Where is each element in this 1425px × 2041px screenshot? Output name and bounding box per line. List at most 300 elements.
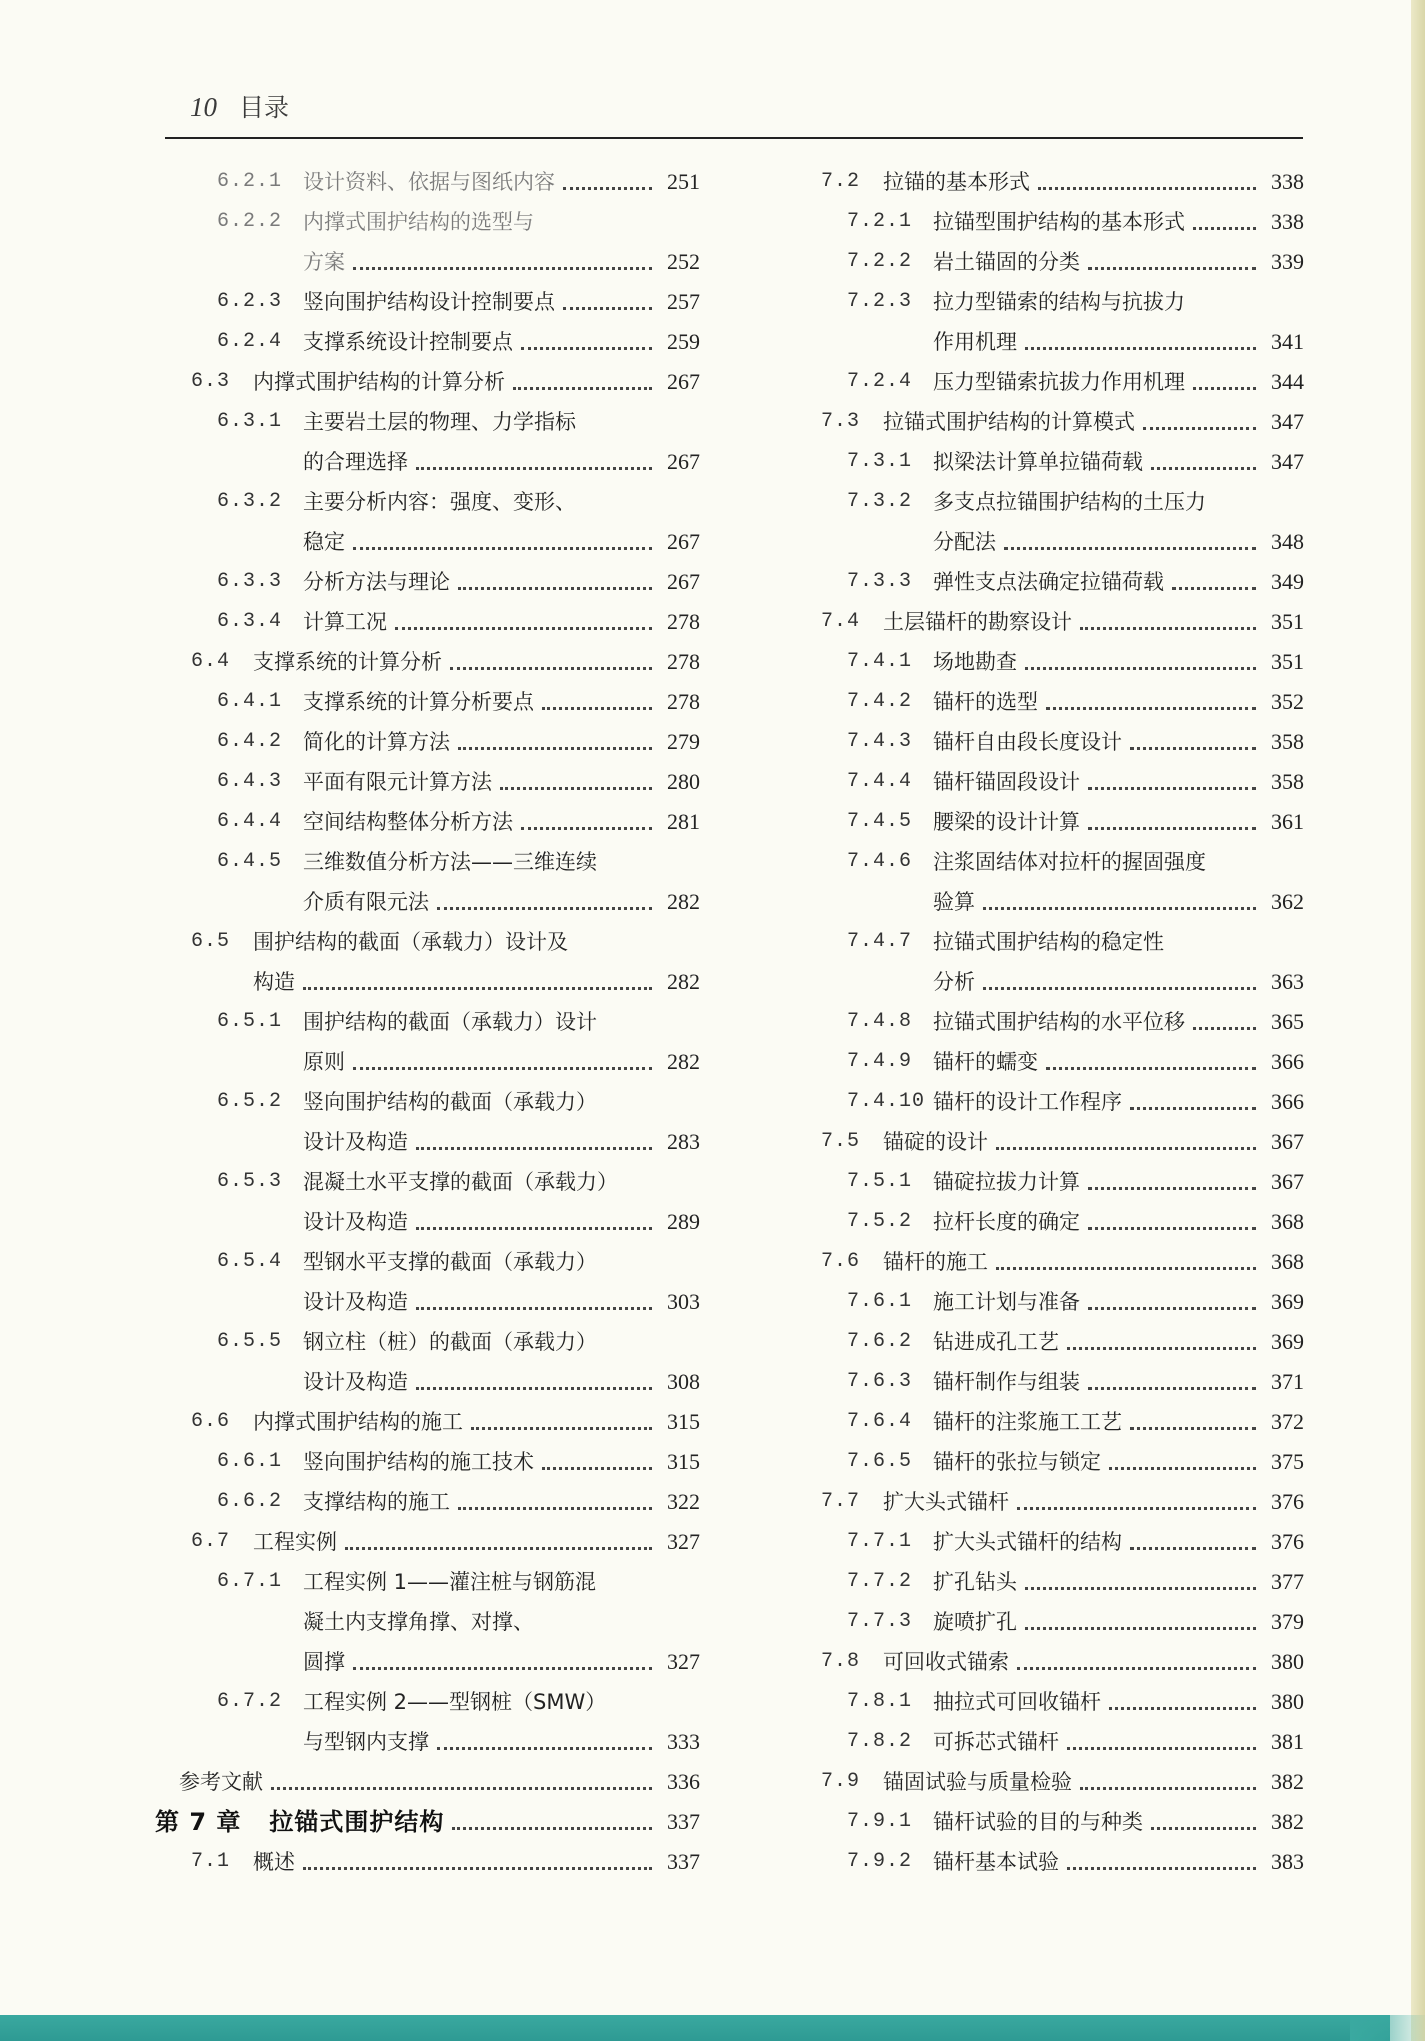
section-number: 6.6 bbox=[191, 1410, 231, 1433]
toc-entry[interactable] bbox=[155, 762, 700, 802]
dot-leader bbox=[1172, 587, 1256, 590]
toc-entry[interactable] bbox=[785, 1122, 1304, 1162]
dot-leader bbox=[458, 747, 652, 750]
toc-entry[interactable] bbox=[155, 1162, 700, 1202]
page-ref: 358 bbox=[1271, 769, 1304, 794]
entry-title: 稳定 bbox=[303, 530, 345, 554]
page-ref: 327 bbox=[667, 1529, 700, 1554]
page-ref: 282 bbox=[667, 1049, 700, 1074]
entry-title: 作用机理 bbox=[933, 330, 1017, 354]
toc-entry[interactable] bbox=[155, 842, 700, 882]
toc-entry[interactable] bbox=[155, 962, 700, 1002]
entry-title: 设计及构造 bbox=[303, 1370, 408, 1394]
page-ref: 379 bbox=[1271, 1609, 1304, 1634]
toc-entry[interactable] bbox=[785, 1242, 1304, 1282]
page-ref: 347 bbox=[1271, 409, 1304, 434]
entry-title: 分析方法与理论 bbox=[303, 570, 450, 594]
toc-entry[interactable] bbox=[155, 1362, 700, 1402]
entry-title: 拟梁法计算单拉锚荷载 bbox=[933, 450, 1143, 474]
page-ref: 351 bbox=[1271, 609, 1304, 634]
page-ref: 257 bbox=[667, 289, 700, 314]
section-number: 7.3.2 bbox=[847, 490, 913, 513]
section-number: 6.4.4 bbox=[217, 810, 283, 833]
toc-entry[interactable] bbox=[155, 442, 700, 482]
toc-entry[interactable] bbox=[785, 1682, 1304, 1722]
entry-title: 锚杆的施工 bbox=[883, 1250, 988, 1274]
dot-leader bbox=[542, 707, 652, 710]
entry-title: 空间结构整体分析方法 bbox=[303, 810, 513, 834]
running-header bbox=[190, 88, 289, 124]
dot-leader bbox=[353, 267, 652, 270]
toc-entry[interactable] bbox=[155, 1282, 700, 1322]
dot-leader bbox=[271, 1787, 652, 1790]
toc-entry[interactable] bbox=[785, 322, 1304, 362]
dot-leader bbox=[1109, 1467, 1256, 1470]
entry-title: 锚碇的设计 bbox=[883, 1130, 988, 1154]
dot-leader bbox=[1025, 1587, 1256, 1590]
toc-entry[interactable] bbox=[155, 1602, 700, 1642]
page-ref: 344 bbox=[1271, 369, 1304, 394]
page-ref: 282 bbox=[667, 969, 700, 994]
dot-leader bbox=[1038, 187, 1256, 190]
section-number: 7.4.10 bbox=[847, 1090, 926, 1113]
entry-title: 腰梁的设计计算 bbox=[933, 810, 1080, 834]
entry-title: 的合理选择 bbox=[303, 450, 408, 474]
page-ref: 252 bbox=[667, 249, 700, 274]
section-number: 7.7.2 bbox=[847, 1570, 913, 1593]
toc-entry[interactable] bbox=[785, 1322, 1304, 1362]
entry-title: 平面有限元计算方法 bbox=[303, 770, 492, 794]
page-ref: 367 bbox=[1271, 1129, 1304, 1154]
page-ref: 278 bbox=[667, 609, 700, 634]
section-number: 7.9 bbox=[821, 1770, 861, 1793]
entry-title: 围护结构的截面（承载力）设计 bbox=[303, 1010, 597, 1034]
chapter-number: 第 7 章 bbox=[155, 1808, 242, 1836]
section-number: 7.2 bbox=[821, 170, 861, 193]
entry-title: 支撑结构的施工 bbox=[303, 1490, 450, 1514]
dot-leader bbox=[1025, 1627, 1256, 1630]
toc-entry[interactable] bbox=[155, 1722, 700, 1762]
toc-entry[interactable] bbox=[785, 162, 1304, 202]
entry-title: 设计资料、依据与图纸内容 bbox=[303, 170, 555, 194]
toc-entry[interactable] bbox=[785, 1202, 1304, 1242]
entry-title: 方案 bbox=[303, 250, 345, 274]
toc-entry[interactable] bbox=[785, 882, 1304, 922]
page-ref: 347 bbox=[1271, 449, 1304, 474]
toc-entry[interactable] bbox=[785, 962, 1304, 1002]
dot-leader bbox=[563, 307, 652, 310]
toc-entry[interactable] bbox=[785, 1002, 1304, 1042]
dot-leader bbox=[1130, 1547, 1256, 1550]
page-ref: 289 bbox=[667, 1209, 700, 1234]
section-number: 7.2.4 bbox=[847, 370, 913, 393]
toc-entry[interactable] bbox=[155, 322, 700, 362]
section-number: 6.4.5 bbox=[217, 850, 283, 873]
page-ref: 282 bbox=[667, 889, 700, 914]
entry-title: 计算工况 bbox=[303, 610, 387, 634]
toc-entry[interactable] bbox=[155, 1842, 700, 1882]
entry-title: 锚杆基本试验 bbox=[933, 1850, 1059, 1874]
entry-title: 施工计划与准备 bbox=[933, 1290, 1080, 1314]
dot-leader bbox=[1088, 787, 1256, 790]
entry-title: 锚杆试验的目的与种类 bbox=[933, 1810, 1143, 1834]
entry-title: 设计及构造 bbox=[303, 1290, 408, 1314]
page-ref: 381 bbox=[1271, 1729, 1304, 1754]
toc-entry[interactable] bbox=[155, 1002, 700, 1042]
entry-title: 设计及构造 bbox=[303, 1210, 408, 1234]
toc-entry[interactable] bbox=[155, 1242, 700, 1282]
toc-entry[interactable] bbox=[155, 1562, 700, 1602]
toc-entry[interactable] bbox=[785, 1842, 1304, 1882]
toc-entry[interactable] bbox=[785, 202, 1304, 242]
entry-title: 构造 bbox=[253, 970, 295, 994]
section-number: 6.3.3 bbox=[217, 570, 283, 593]
section-number: 7.9.2 bbox=[847, 1850, 913, 1873]
page-edge bbox=[1411, 0, 1425, 2041]
toc-entry[interactable] bbox=[785, 602, 1304, 642]
entry-title: 圆撑 bbox=[303, 1650, 345, 1674]
section-number: 7.9.1 bbox=[847, 1810, 913, 1833]
section-number: 7.6.3 bbox=[847, 1370, 913, 1393]
toc-entry[interactable] bbox=[155, 162, 700, 202]
dot-leader bbox=[395, 627, 652, 630]
page-ref: 369 bbox=[1271, 1329, 1304, 1354]
section-number: 6.3 bbox=[191, 370, 231, 393]
toc-entry[interactable] bbox=[155, 242, 700, 282]
entry-title: 可拆芯式锚杆 bbox=[933, 1730, 1059, 1754]
toc-entry[interactable] bbox=[785, 1602, 1304, 1642]
entry-title: 设计及构造 bbox=[303, 1130, 408, 1154]
toc-entry[interactable] bbox=[155, 1762, 700, 1802]
toc-entry[interactable] bbox=[785, 1042, 1304, 1082]
section-number: 6.2.4 bbox=[217, 330, 283, 353]
section-number: 7.6.4 bbox=[847, 1410, 913, 1433]
section-number: 7.3.1 bbox=[847, 450, 913, 473]
entry-title: 简化的计算方法 bbox=[303, 730, 450, 754]
toc-entry[interactable] bbox=[785, 362, 1304, 402]
toc-entry[interactable] bbox=[785, 682, 1304, 722]
entry-title: 凝土内支撑角撑、对撑、 bbox=[303, 1610, 534, 1634]
dot-leader bbox=[1088, 1307, 1256, 1310]
page-ref: 333 bbox=[667, 1729, 700, 1754]
toc-entry[interactable] bbox=[155, 1442, 700, 1482]
page-ref: 351 bbox=[1271, 649, 1304, 674]
dot-leader bbox=[1017, 1507, 1256, 1510]
entry-title: 抽拉式可回收锚杆 bbox=[933, 1690, 1101, 1714]
toc-entry[interactable] bbox=[155, 1522, 700, 1562]
entry-title: 分析 bbox=[933, 970, 975, 994]
toc-entry[interactable] bbox=[785, 482, 1304, 522]
section-number: 7.4.6 bbox=[847, 850, 913, 873]
toc-entry[interactable] bbox=[785, 1642, 1304, 1682]
page-ref: 281 bbox=[667, 809, 700, 834]
dot-leader bbox=[458, 587, 652, 590]
dot-leader bbox=[500, 787, 652, 790]
page-number: 10 bbox=[190, 92, 217, 122]
dot-leader bbox=[452, 1827, 652, 1830]
toc-entry[interactable] bbox=[155, 922, 700, 962]
toc-entry[interactable] bbox=[155, 642, 700, 682]
dot-leader bbox=[996, 1147, 1256, 1150]
page-ref: 280 bbox=[667, 769, 700, 794]
toc-entry[interactable] bbox=[785, 1482, 1304, 1522]
toc-entry[interactable] bbox=[155, 202, 700, 242]
dot-leader bbox=[1088, 1187, 1256, 1190]
dot-leader bbox=[353, 1667, 652, 1670]
section-number: 7.1 bbox=[191, 1850, 231, 1873]
entry-title: 三维数值分析方法——三维连续 bbox=[303, 850, 597, 874]
entry-title: 工程实例 bbox=[253, 1530, 337, 1554]
section-number: 7.5 bbox=[821, 1130, 861, 1153]
section-number: 6.5.2 bbox=[217, 1090, 283, 1113]
dot-leader bbox=[1025, 347, 1256, 350]
dot-leader bbox=[983, 907, 1256, 910]
entry-title: 岩土锚固的分类 bbox=[933, 250, 1080, 274]
entry-title: 可回收式锚索 bbox=[883, 1650, 1009, 1674]
page-ref: 363 bbox=[1271, 969, 1304, 994]
entry-title: 拉锚式围护结构的稳定性 bbox=[933, 930, 1164, 954]
toc-entry[interactable] bbox=[155, 1082, 700, 1122]
page-ref: 365 bbox=[1271, 1009, 1304, 1034]
section-number: 6.4.1 bbox=[217, 690, 283, 713]
section-number: 6.5 bbox=[191, 930, 231, 953]
page-ref: 267 bbox=[667, 529, 700, 554]
section-number: 7.7 bbox=[821, 1490, 861, 1513]
entry-title: 拉杆长度的确定 bbox=[933, 1210, 1080, 1234]
toc-entry[interactable] bbox=[785, 1282, 1304, 1322]
section-number: 7.2.2 bbox=[847, 250, 913, 273]
section-number: 7.4.3 bbox=[847, 730, 913, 753]
entry-title: 拉锚的基本形式 bbox=[883, 170, 1030, 194]
entry-title: 围护结构的截面（承载力）设计及 bbox=[253, 930, 568, 954]
toc-entry[interactable] bbox=[785, 1522, 1304, 1562]
page-ref: 382 bbox=[1271, 1809, 1304, 1834]
toc-entry[interactable] bbox=[155, 1322, 700, 1362]
page-ref: 372 bbox=[1271, 1409, 1304, 1434]
dot-leader bbox=[416, 1227, 652, 1230]
toc-entry[interactable] bbox=[785, 1082, 1304, 1122]
toc-entry[interactable] bbox=[785, 402, 1304, 442]
toc-entry[interactable] bbox=[155, 682, 700, 722]
page-ref: 380 bbox=[1271, 1689, 1304, 1714]
dot-leader bbox=[1088, 1227, 1256, 1230]
section-number: 6.4 bbox=[191, 650, 231, 673]
entry-title: 混凝土水平支撑的截面（承载力） bbox=[303, 1170, 618, 1194]
entry-title: 内撑式围护结构的选型与 bbox=[303, 210, 534, 234]
entry-title: 验算 bbox=[933, 890, 975, 914]
toc-entry[interactable] bbox=[785, 802, 1304, 842]
entry-title: 旋喷扩孔 bbox=[933, 1610, 1017, 1634]
entry-title: 拉力型锚索的结构与抗拔力 bbox=[933, 290, 1185, 314]
page-ref: 368 bbox=[1271, 1209, 1304, 1234]
dot-leader bbox=[542, 1467, 652, 1470]
toc-entry[interactable] bbox=[155, 1682, 700, 1722]
page-ref: 377 bbox=[1271, 1569, 1304, 1594]
entry-title: 锚杆的蠕变 bbox=[933, 1050, 1038, 1074]
page-ref: 369 bbox=[1271, 1289, 1304, 1314]
page-ref: 382 bbox=[1271, 1769, 1304, 1794]
toc-entry[interactable] bbox=[785, 442, 1304, 482]
entry-title: 钢立柱（桩）的截面（承载力） bbox=[303, 1330, 597, 1354]
toc-entry[interactable] bbox=[155, 722, 700, 762]
dot-leader bbox=[416, 1147, 652, 1150]
toc-right-column bbox=[785, 162, 1304, 1882]
page-ref: 303 bbox=[667, 1289, 700, 1314]
page-ref: 366 bbox=[1271, 1049, 1304, 1074]
toc-entry[interactable] bbox=[785, 1362, 1304, 1402]
dot-leader bbox=[1130, 747, 1256, 750]
entry-title: 锚杆制作与组装 bbox=[933, 1370, 1080, 1394]
dot-leader bbox=[1017, 1667, 1256, 1670]
section-number: 7.7.3 bbox=[847, 1610, 913, 1633]
page-ref: 337 bbox=[667, 1849, 700, 1874]
toc-entry[interactable] bbox=[785, 562, 1304, 602]
page-ref: 348 bbox=[1271, 529, 1304, 554]
page-ref: 315 bbox=[667, 1409, 700, 1434]
dot-leader bbox=[450, 667, 652, 670]
dot-leader bbox=[1046, 707, 1256, 710]
entry-title: 参考文献 bbox=[179, 1770, 263, 1794]
section-number: 6.5.4 bbox=[217, 1250, 283, 1273]
toc-entry[interactable] bbox=[155, 482, 700, 522]
page-ref: 267 bbox=[667, 369, 700, 394]
entry-title: 拉锚式围护结构的水平位移 bbox=[933, 1010, 1185, 1034]
toc-entry[interactable] bbox=[155, 1042, 700, 1082]
entry-title: 内撑式围护结构的计算分析 bbox=[253, 370, 505, 394]
toc-entry[interactable] bbox=[155, 362, 700, 402]
toc-entry[interactable] bbox=[785, 1722, 1304, 1762]
toc-entry[interactable] bbox=[785, 522, 1304, 562]
entry-title: 扩孔钻头 bbox=[933, 1570, 1017, 1594]
toc-entry[interactable] bbox=[785, 1802, 1304, 1842]
toc-entry[interactable] bbox=[785, 842, 1304, 882]
entry-title: 锚杆自由段长度设计 bbox=[933, 730, 1122, 754]
toc-entry[interactable] bbox=[155, 1482, 700, 1522]
page-ref: 283 bbox=[667, 1129, 700, 1154]
dot-leader bbox=[983, 987, 1256, 990]
entry-title: 钻进成孔工艺 bbox=[933, 1330, 1059, 1354]
section-number: 7.4.1 bbox=[847, 650, 913, 673]
entry-title: 锚杆的张拉与锁定 bbox=[933, 1450, 1101, 1474]
entry-title: 弹性支点法确定拉锚荷载 bbox=[933, 570, 1164, 594]
toc-entry[interactable] bbox=[155, 1642, 700, 1682]
toc-entry[interactable] bbox=[785, 1762, 1304, 1802]
dot-leader bbox=[1088, 827, 1256, 830]
entry-title: 扩大头式锚杆的结构 bbox=[933, 1530, 1122, 1554]
entry-title: 锚杆的注浆施工工艺 bbox=[933, 1410, 1122, 1434]
dot-leader bbox=[1088, 267, 1256, 270]
entry-title: 主要分析内容：强度、变形、 bbox=[303, 490, 576, 514]
entry-title: 概述 bbox=[253, 1850, 295, 1874]
page-ref: 267 bbox=[667, 449, 700, 474]
page-ref: 308 bbox=[667, 1369, 700, 1394]
entry-title: 锚固试验与质量检验 bbox=[883, 1770, 1072, 1794]
toc-entry[interactable] bbox=[155, 1122, 700, 1162]
section-number: 7.6.2 bbox=[847, 1330, 913, 1353]
dot-leader bbox=[1151, 1827, 1256, 1830]
toc-entry[interactable] bbox=[155, 882, 700, 922]
page-ref: 336 bbox=[667, 1769, 700, 1794]
section-number: 7.4.9 bbox=[847, 1050, 913, 1073]
dot-leader bbox=[471, 1427, 652, 1430]
toc-entry[interactable] bbox=[785, 282, 1304, 322]
toc-entry[interactable] bbox=[155, 1402, 700, 1442]
entry-title: 土层锚杆的勘察设计 bbox=[883, 610, 1072, 634]
page-ref: 337 bbox=[667, 1809, 700, 1834]
page-ref: 278 bbox=[667, 689, 700, 714]
page-ref: 352 bbox=[1271, 689, 1304, 714]
toc-entry[interactable] bbox=[785, 1402, 1304, 1442]
entry-title: 锚杆锚固段设计 bbox=[933, 770, 1080, 794]
page-ref: 375 bbox=[1271, 1449, 1304, 1474]
section-number: 7.6.1 bbox=[847, 1290, 913, 1313]
page-ref: 279 bbox=[667, 729, 700, 754]
page-ref: 362 bbox=[1271, 889, 1304, 914]
section-number: 6.6.1 bbox=[217, 1450, 283, 1473]
entry-title: 原则 bbox=[303, 1050, 345, 1074]
section-number: 7.4.5 bbox=[847, 810, 913, 833]
toc-entry[interactable] bbox=[155, 1202, 700, 1242]
toc-entry[interactable] bbox=[785, 922, 1304, 962]
dot-leader bbox=[1193, 1027, 1256, 1030]
section-number: 7.3 bbox=[821, 410, 861, 433]
section-number: 6.2.2 bbox=[217, 210, 283, 233]
section-number: 6.7.2 bbox=[217, 1690, 283, 1713]
toc-entry[interactable] bbox=[785, 1442, 1304, 1482]
section-number: 6.5.3 bbox=[217, 1170, 283, 1193]
page-ref: 315 bbox=[667, 1449, 700, 1474]
section-number: 6.3.1 bbox=[217, 410, 283, 433]
toc-entry[interactable] bbox=[155, 522, 700, 562]
section-number: 7.6 bbox=[821, 1250, 861, 1273]
section-number: 6.4.3 bbox=[217, 770, 283, 793]
page-ref: 376 bbox=[1271, 1489, 1304, 1514]
page-ref: 383 bbox=[1271, 1849, 1304, 1874]
toc-entry[interactable] bbox=[785, 1162, 1304, 1202]
page-ref: 361 bbox=[1271, 809, 1304, 834]
section-number: 6.3.4 bbox=[217, 610, 283, 633]
toc-chapter-entry[interactable] bbox=[155, 1802, 700, 1842]
dot-leader bbox=[563, 187, 652, 190]
entry-title: 型钢水平支撑的截面（承载力） bbox=[303, 1250, 597, 1274]
dot-leader bbox=[1151, 467, 1256, 470]
toc-entry[interactable] bbox=[155, 562, 700, 602]
entry-title: 工程实例 1——灌注桩与钢筋混 bbox=[303, 1570, 597, 1594]
dot-leader bbox=[1080, 1787, 1256, 1790]
page-ref: 376 bbox=[1271, 1529, 1304, 1554]
page-ref: 341 bbox=[1271, 329, 1304, 354]
page-ref: 339 bbox=[1271, 249, 1304, 274]
toc-entry[interactable] bbox=[155, 402, 700, 442]
entry-title: 竖向围护结构的施工技术 bbox=[303, 1450, 534, 1474]
toc-entry[interactable] bbox=[785, 242, 1304, 282]
page-ref: 267 bbox=[667, 569, 700, 594]
entry-title: 支撑系统的计算分析要点 bbox=[303, 690, 534, 714]
entry-title: 主要岩土层的物理、力学指标 bbox=[303, 410, 576, 434]
page-ref: 371 bbox=[1271, 1369, 1304, 1394]
toc-entry[interactable] bbox=[785, 1562, 1304, 1602]
toc-entry[interactable] bbox=[785, 722, 1304, 762]
dot-leader bbox=[1004, 547, 1256, 550]
entry-title: 介质有限元法 bbox=[303, 890, 429, 914]
page-ref: 251 bbox=[667, 169, 700, 194]
toc-entry[interactable] bbox=[155, 802, 700, 842]
toc-entry[interactable] bbox=[155, 602, 700, 642]
toc-entry[interactable] bbox=[785, 762, 1304, 802]
entry-title: 工程实例 2——型钢桩（SMW） bbox=[303, 1690, 607, 1714]
toc-entry[interactable] bbox=[785, 642, 1304, 682]
toc-entry[interactable] bbox=[155, 282, 700, 322]
